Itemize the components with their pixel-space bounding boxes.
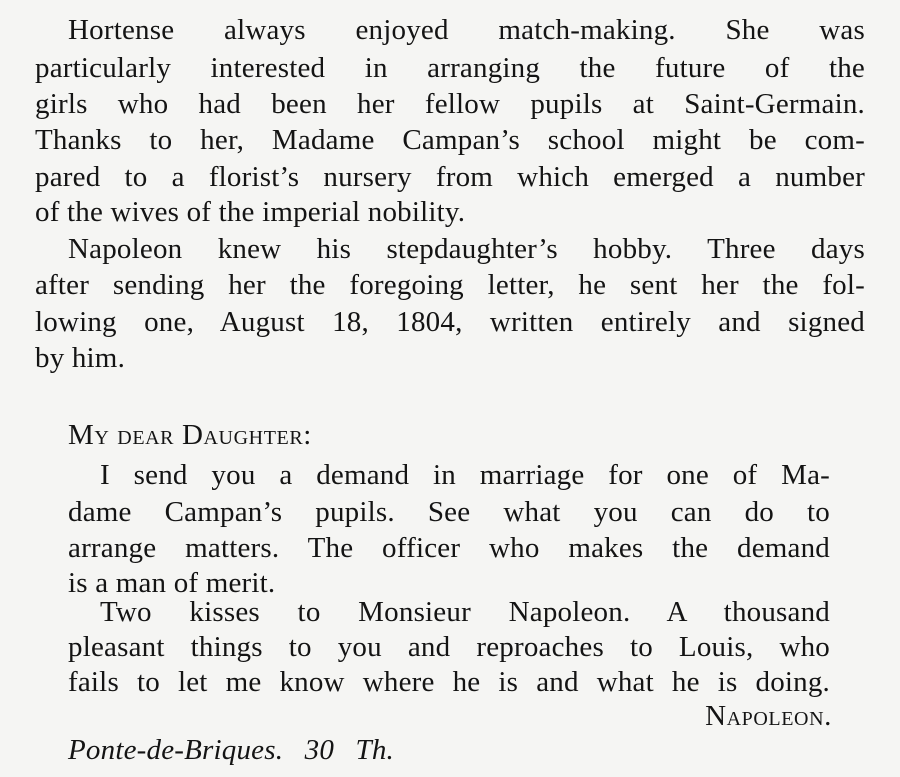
letter-line: I send you a demand in marriage for one of Ma- <box>100 459 830 491</box>
paragraph-line: Thanks to her, Madame Campan’s school might be com- <box>35 124 865 156</box>
paragraph-line: by him. <box>35 342 126 374</box>
paragraph-line: girls who had been her fellow pupils at Saint-Germain. <box>35 88 865 120</box>
letter-line: dame Campan’s pupils. See what you can do to <box>68 496 830 528</box>
paragraph-line: Hortense always enjoyed match-making. She was <box>68 14 865 46</box>
paragraph-line: lowing one, August 18, 1804, written entirely and signed <box>35 306 865 338</box>
paragraph-line: of the wives of the imperial nobility. <box>35 196 466 228</box>
letter-salutation: My dear Daughter: <box>68 419 312 451</box>
letter-line: arrange matters. The officer who makes the demand <box>68 532 830 564</box>
letter-line: is a man of merit. <box>68 567 276 599</box>
letter-signature: Napoleon. <box>705 700 832 732</box>
paragraph-line: particularly interested in arranging the future of the <box>35 52 865 84</box>
paragraph-line: pared to a florist’s nursery from which emerged a number <box>35 161 865 193</box>
paragraph-line: after sending her the foregoing letter, he sent her the fol- <box>35 269 865 301</box>
letter-place-date: Ponte-de-Briques. 30 Th. <box>68 734 394 766</box>
letter-line: pleasant things to you and reproaches to Louis, who <box>68 631 830 663</box>
letter-line: Two kisses to Monsieur Napoleon. A thousand <box>100 596 830 628</box>
paragraph-line: Napoleon knew his stepdaughter’s hobby. Three days <box>68 233 865 265</box>
letter-line: fails to let me know where he is and what he is doing. <box>68 666 830 698</box>
